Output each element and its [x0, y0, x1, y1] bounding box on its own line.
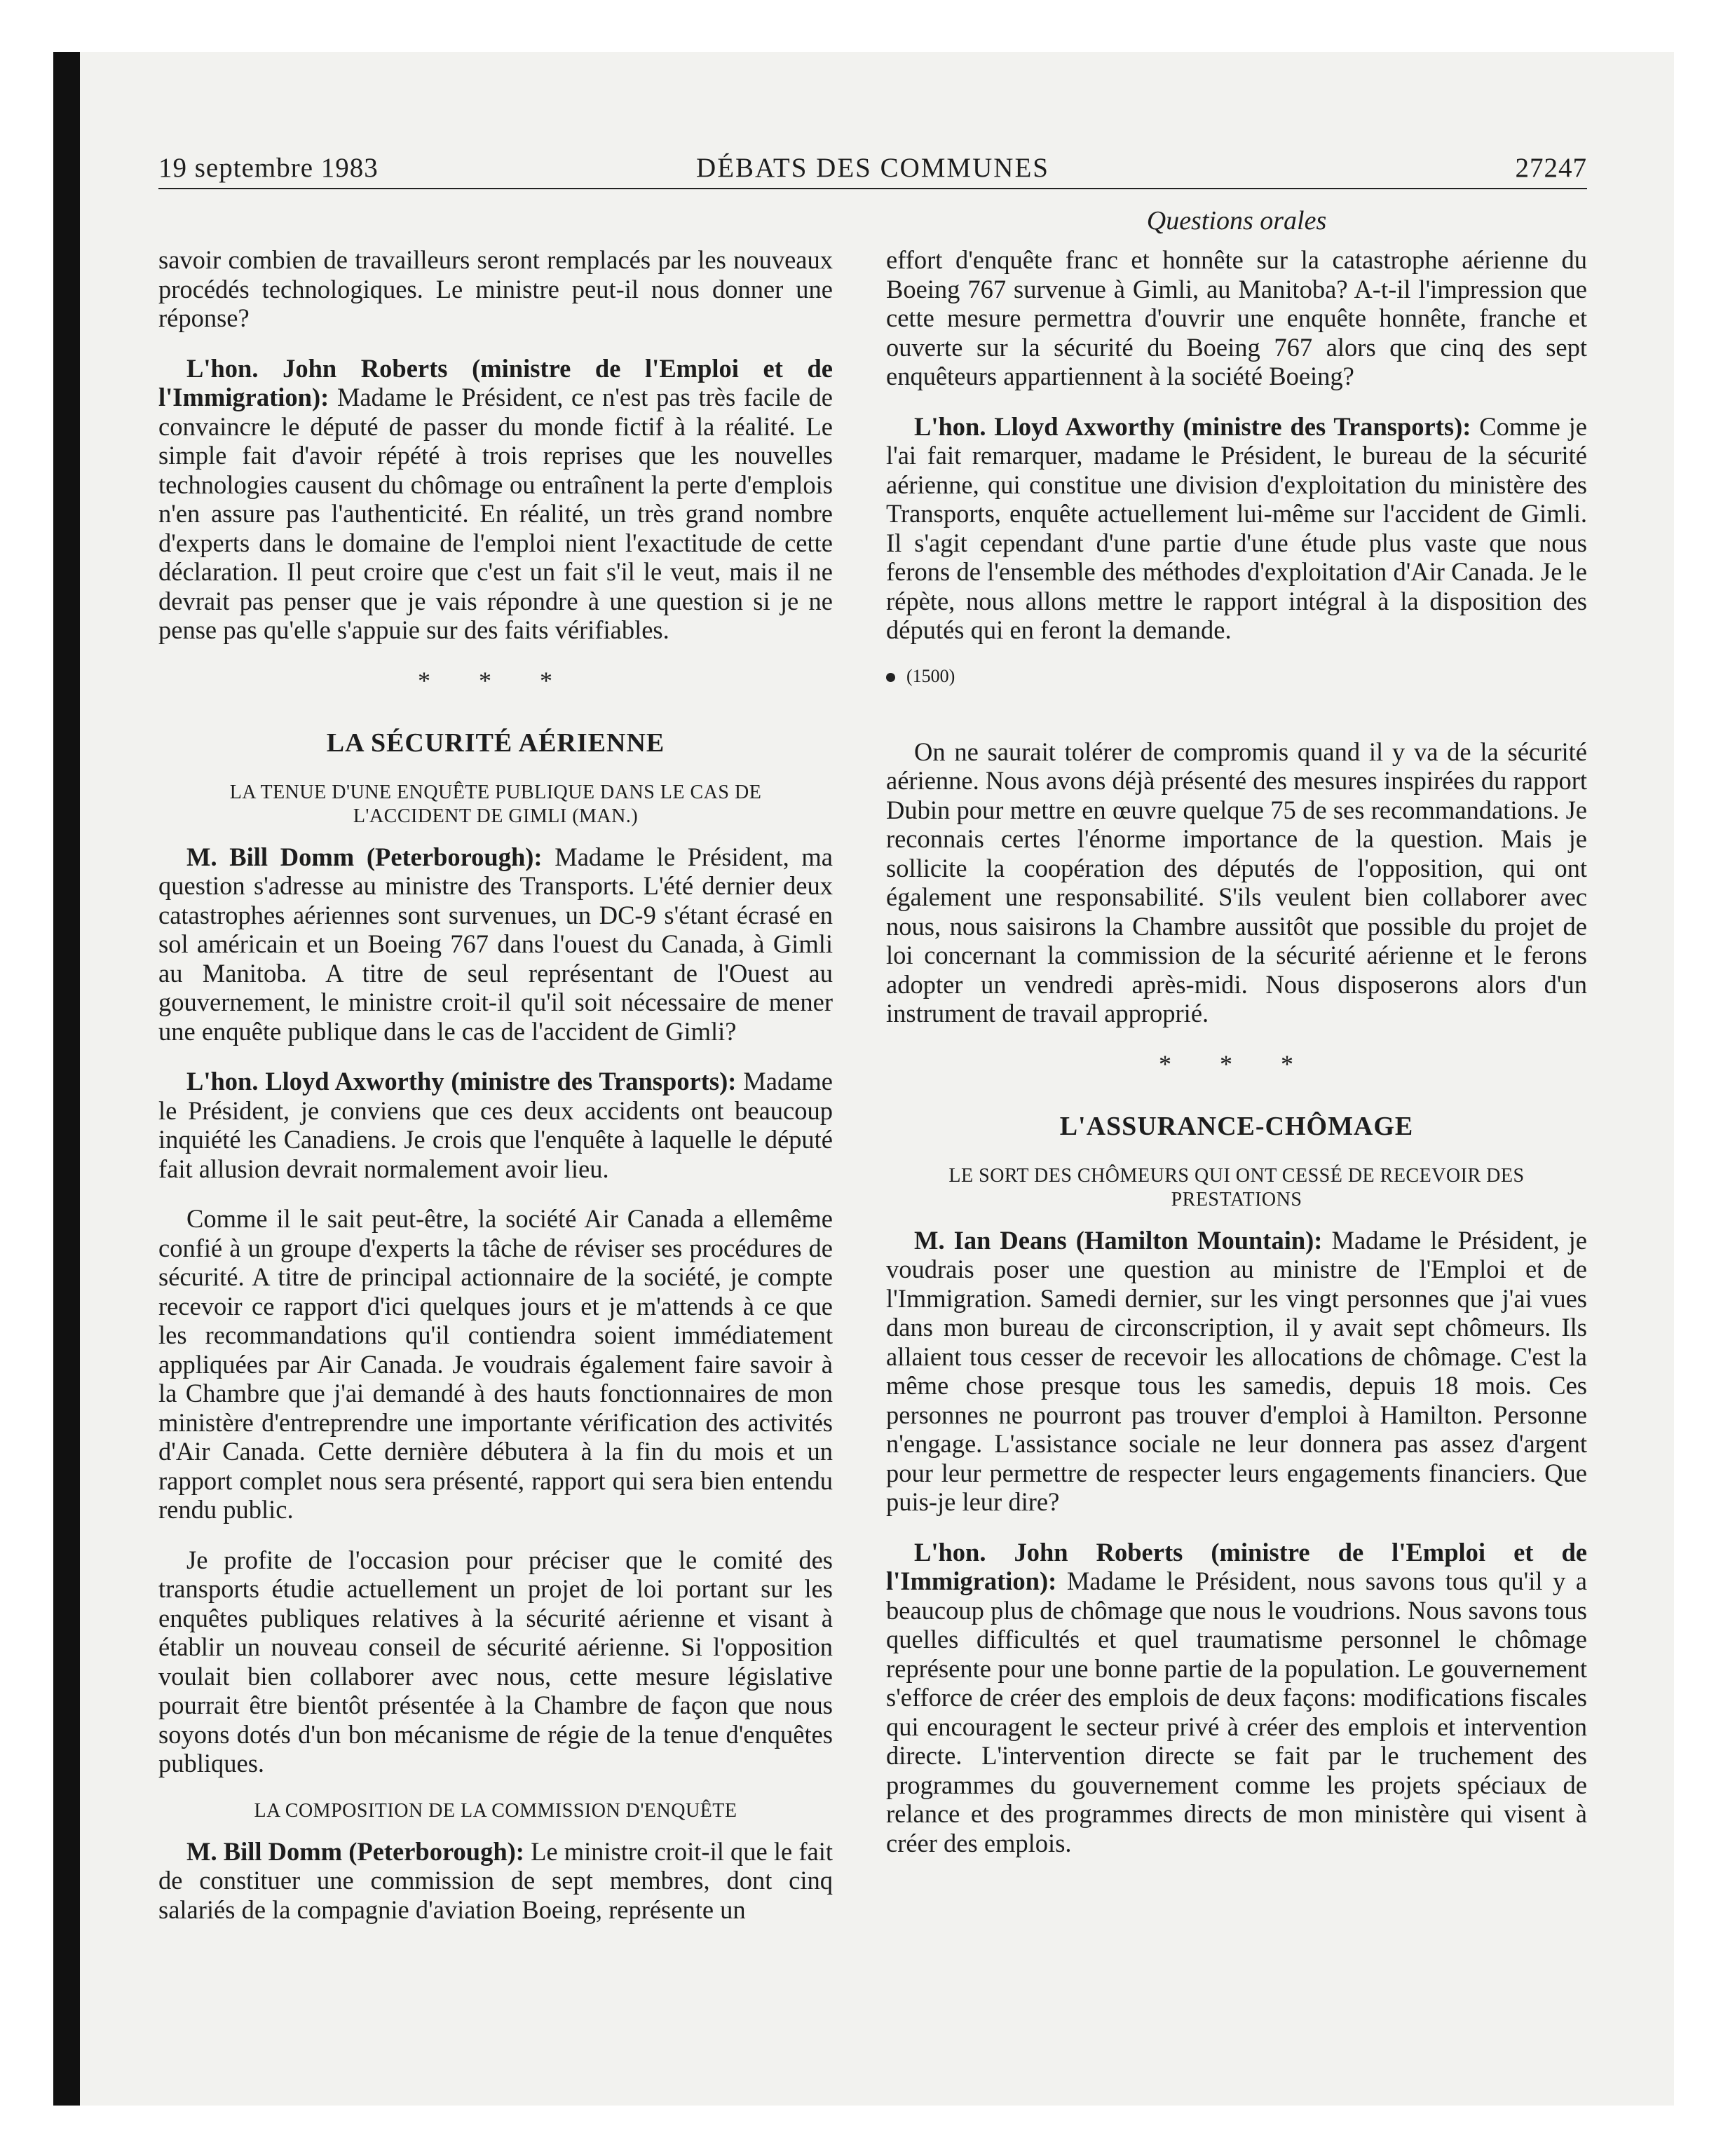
speech-text: Madame le Président, ce n'est pas très facile de convaincre le député de passer du monde fictif à la réalité. Le simple fait d'avoir répété à trois reprises que les nouvelles technologies causent du chômage ou entraînent la perte d'emplois n'en assure pas l'authenticité. En réalité, un très grand nombre d'experts dans le domaine de l'emploi nient l'exactitude de cette déclaration. Il peut croire que c'est un fait s'il le veut, mais il ne devrait pas penser que je vais répondre à une question si je ne pense pas qu'elle s'appuie sur des faits vérifiables.: [158, 383, 833, 644]
speaker-name: M. Ian Deans (Hamilton Mountain):: [914, 1225, 1323, 1255]
paragraph: [886, 1538, 1587, 1858]
speech-text: Madame le Président, je voudrais poser une question au ministre de l'Emploi et de l'Immigration. Samedi dernier, sur les vingt personnes que j'ai vues dans mon bureau de circonscription, il y avait sept chômeurs. Ils allaient tous cesser de recevoir les allocations de chômage. C'est la même chose presque tous les samedis, depuis 18 mois. Ces personnes ne pourront pas trouver d'emploi à Hamilton. Personne n'engage. L'assistance sociale ne leur donnera pas assez d'argent pour leur permettre de respecter leurs engagements financiers. Que puis-je leur dire?: [886, 1225, 1587, 1516]
paragraph: effort d'enquête franc et honnête sur la catastrophe aérienne du Boeing 767 survenue à Gimli, au Manitoba? A-t-il l'impression que cette mesure permettra d'ouvrir une enquête honnête, franche et ouverte sur la sécurité du Boeing 767 alors que cinq des sept enquêteurs appartiennent à la société Boeing?: [886, 245, 1587, 390]
paragraph: [158, 1067, 833, 1183]
paragraph: Je profite de l'occasion pour préciser que le comité des transports étudie actuellement un projet de loi portant sur les enquêtes publiques relatives à la sécurité aérienne et visant à établir un nouveau conseil de sécurité aérienne. Si l'opposition voulait bien collaborer avec nous, cette mesure législative pourrait être bientôt présentée à la Chambre de façon que nous soyons dotés d'un bon mécanisme de régie de la tenue d'enquêtes publiques.: [158, 1545, 833, 1778]
paragraph: Comme il le sait peut-être, la société Air Canada a ellemême confié à un groupe d'experts la tâche de réviser ses procédures de sécurité. A titre de principal actionnaire de la société, je compte recevoir ce rapport d'ici quelques jours et je m'attends à ce que les recommandations qu'il contiendra soient immédiatement appliquées par Air Canada. Je voudrais également faire savoir à la Chambre que j'ai demandé à des hauts fonctionnaires de mon ministère d'entreprendre une importante vérification des activités d'Air Canada. Cette dernière débutera à la fin du mois et un rapport complet nous sera présenté, rapport qui sera bien entendu rendu public.: [158, 1204, 833, 1524]
speaker-name: M. Bill Domm (Peterborough):: [186, 1836, 524, 1866]
section-title: LA SÉCURITÉ AÉRIENNE: [326, 728, 665, 758]
speaker-name: L'hon. Lloyd Axworthy (ministre des Transports):: [186, 1067, 737, 1096]
time-marker-text: (1500): [906, 665, 955, 686]
speaker-name: L'hon. John Roberts (ministre de l'Emploi et de l'Immigration):: [886, 1537, 1587, 1595]
left-column: [158, 245, 833, 1945]
speech-text: Madame le Président, ma question s'adresse au ministre des Transports. L'été dernier deux catastrophes aériennes sont survenues, un DC-9 s'étant écrasé en sol américain et un Boeing 767 dans l'ouest du Canada, à Gimli au Manitoba. A titre de seul représentant de l'Ouest au gouvernement, le ministre croit-il qu'il soit nécessaire de mener une enquête publique dans le cas de l'accident de Gimli?: [158, 842, 833, 1046]
time-marker: [886, 666, 1587, 687]
header-publication: DÉBATS DES COMMUNES: [696, 153, 1049, 183]
section-separator: * * *: [418, 666, 573, 695]
subsection-title: LA COMPOSITION DE LA COMMISSION D'ENQUÊTE: [254, 1799, 737, 1822]
speaker-name: L'hon. Lloyd Axworthy (ministre des Transports):: [914, 411, 1471, 441]
header-page-number: 27247: [1515, 153, 1587, 183]
section-title: L'ASSURANCE-CHÔMAGE: [1059, 1111, 1414, 1141]
paragraph: savoir combien de travailleurs seront remplacés par les nouveaux procédés technologiques. Le ministre peut-il nous donner une réponse?: [158, 245, 833, 332]
section-label: Questions orales: [1146, 206, 1327, 236]
paragraph: [158, 354, 833, 645]
paragraph: [886, 412, 1587, 645]
header-date: 19 septembre 1983: [158, 153, 379, 183]
paragraph: [158, 842, 833, 1046]
section-separator: * * *: [1159, 1049, 1314, 1078]
paragraph: On ne saurait tolérer de compromis quand il y va de la sécurité aérienne. Nous avons déjà présenté des mesures inspirées du rapport Dubin pour mettre en œuvre quelque 75 de ses recommandations. Je reconnais certes l'énorme importance de la question. Mais je sollicite la coopération des députés de l'opposition, qui ont également une responsabilité. S'ils veulent bien collaborer avec nous, nous saisirons la Chambre aussitôt que possible du projet de loi concernant la commission de la sécurité aérienne et le ferons adopter un vendredi après-midi. Nous disposerons alors d'un instrument de travail approprié.: [886, 737, 1587, 1028]
speech-text: Madame le Président, nous savons tous qu'il y a beaucoup plus de chômage que nous le voudrions. Nous savons tous quelles difficultés et quel traumatisme personnel le chômage représente pour une bonne partie de la population. Le gouvernement s'efforce de créer des emplois de deux façons: modifications fiscales qui encouragent le secteur privé à créer des emplois et intervention directe. L'intervention directe se fait par le truchement des programmes du gouvernement comme les projets spéciaux de relance et des programmes directs de mon ministère qui visent à créer des emplois.: [886, 1567, 1587, 1857]
speaker-name: L'hon. John Roberts (ministre de l'Emploi et de l'Immigration):: [158, 353, 833, 411]
binding-edge: [53, 52, 80, 2106]
speech-text: Comme je l'ai fait remarquer, madame le Président, le bureau de la sécurité aérienne, qui constitue une division d'exploitation du ministère des Transports, enquête actuellement lui-même sur l'accident de Gimli. Il s'agit cependant d'une partie d'une étude plus vaste que nous ferons de l'ensemble des méthodes d'exploitation d'Air Canada. Je le répète, nous allons mettre le rapport intégral à la disposition des députés qui en feront la demande.: [886, 411, 1588, 644]
speech-text: Madame le Président, je conviens que ces deux accidents ont beaucoup inquiété les Canadiens. Je crois que l'enquête à laquelle le député fait allusion devrait normalement avoir lieu.: [158, 1067, 833, 1183]
bullet-dot-icon: [886, 673, 895, 682]
paragraph: [886, 1226, 1587, 1517]
speaker-name: M. Bill Domm (Peterborough):: [186, 842, 543, 871]
paragraph: [158, 1837, 833, 1925]
subsection-title: LA TENUE D'UNE ENQUÊTE PUBLIQUE DANS LE CAS DE L'ACCIDENT DE GIMLI (MAN.): [229, 781, 762, 827]
page-header: [158, 153, 1587, 189]
right-column: [886, 245, 1587, 1878]
subsection-title: LE SORT DES CHÔMEURS QUI ONT CESSÉ DE RECEVOIR DES PRESTATIONS: [948, 1164, 1525, 1210]
speech-text: Le ministre croit-il que le fait de constituer une commission de sept membres, dont cinq salariés de la compagnie d'aviation Boeing, représente un: [158, 1836, 833, 1924]
